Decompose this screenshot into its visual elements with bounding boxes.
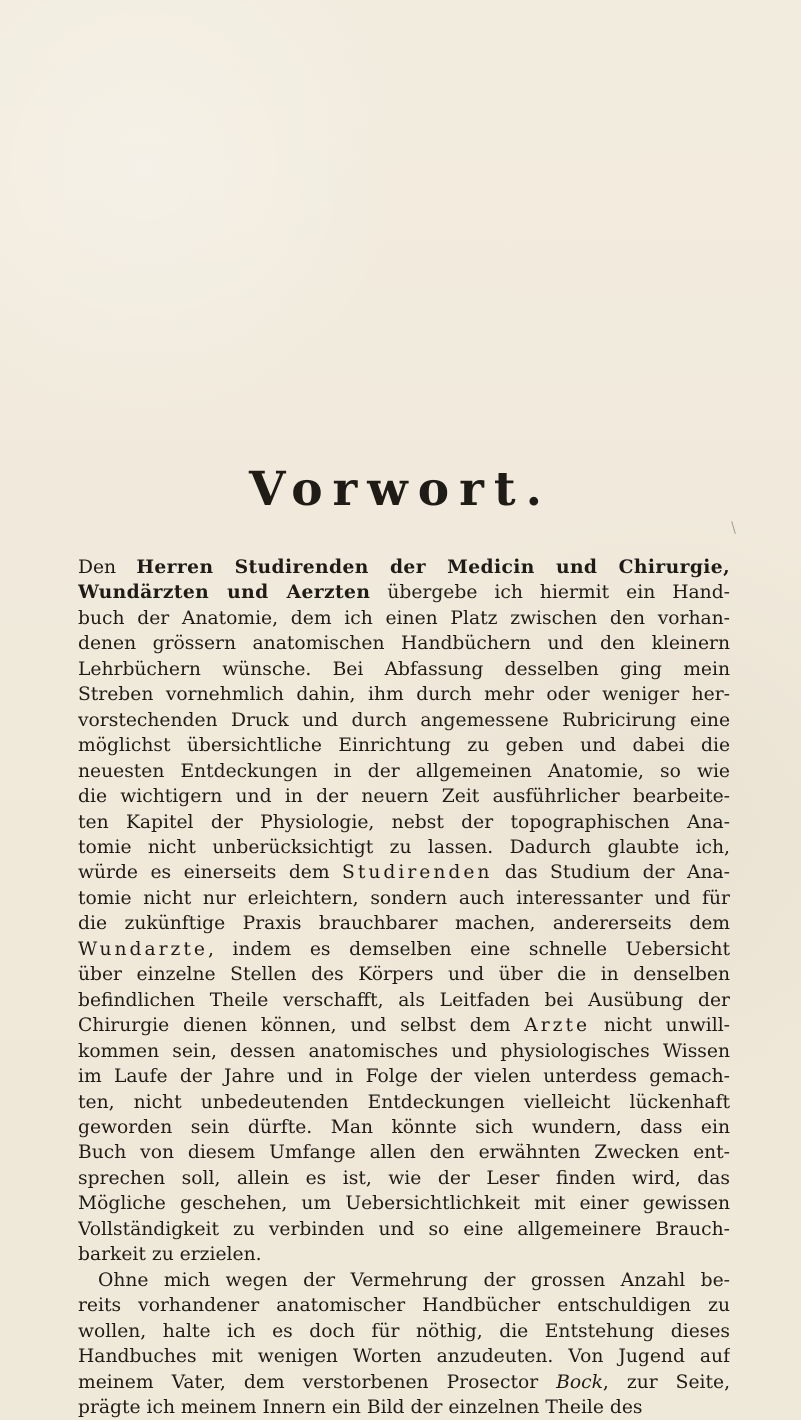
text-line (78, 759, 730, 784)
text-span: Streben vornehmlich dahin, ihm durch mehr oder weniger her- (78, 684, 730, 706)
text-line (78, 1013, 730, 1038)
text-span: , indem es demselben eine schnelle Uebersicht (207, 938, 730, 960)
text-span: Lehrbüchern wünsche. Bei Abfassung desselben ging mein (78, 658, 730, 680)
text-span: ten, nicht unbedeutenden Entdeckungen vielleicht lückenhaft (78, 1091, 730, 1113)
text-span: prägte ich meinem Innern ein Bild der einzelnen Theile des (78, 1396, 643, 1418)
text-line (78, 1115, 730, 1140)
preface-text (78, 555, 730, 1420)
text-span: barkeit zu erzielen. (78, 1244, 262, 1266)
text-line (78, 631, 730, 656)
text-span: neuesten Entdeckungen in der allgemeinen Anatomie, so wie (78, 760, 730, 782)
text-line (78, 835, 730, 860)
gothic-text: Wundärzten und Aerzten (78, 581, 371, 604)
text-span: befindlichen Theile verschafft, als Leitfaden bei Ausübung der (78, 989, 730, 1011)
text-line (78, 784, 730, 809)
italic-text: Bock (556, 1371, 603, 1393)
text-line (78, 1344, 730, 1369)
margin-mark (731, 521, 736, 534)
text-line (78, 988, 730, 1013)
text-line (78, 708, 730, 733)
text-line (78, 1293, 730, 1318)
text-line (78, 1319, 730, 1344)
text-span: Buch von diesem Umfange allen den erwähnten Zwecken ent- (78, 1142, 730, 1164)
text-line (78, 810, 730, 835)
spaced-text: Wundarzte (78, 938, 208, 960)
text-span: die wichtigern und in der neuern Zeit ausführlicher bearbeite- (78, 786, 730, 808)
text-span: wollen, halte ich es doch für nöthig, die Entstehung dieses (78, 1320, 730, 1342)
text-line (78, 657, 730, 682)
text-line (78, 682, 730, 707)
page-title: Vorwort. (249, 462, 552, 517)
text-line (78, 886, 730, 911)
text-line (78, 1191, 730, 1216)
text-span: Chirurgie dienen können, und selbst dem (78, 1015, 525, 1037)
text-line (78, 1140, 730, 1165)
text-line (78, 1370, 730, 1395)
text-span: ten Kapitel der Physiologie, nebst der topographischen Ana- (78, 811, 730, 833)
text-line (78, 860, 730, 885)
text-span: über einzelne Stellen des Körpers und über die in denselben (78, 964, 730, 986)
text-line (78, 733, 730, 758)
text-span: vorstechenden Druck und durch angemessene Rubricirung eine (78, 709, 730, 731)
text-span: reits vorhandener anatomischer Handbücher entschuldigen zu (78, 1295, 730, 1317)
text-span: möglichst übersichtliche Einrichtung zu geben und dabei die (78, 735, 730, 757)
text-span: tomie nicht unberücksichtigt zu lassen. Dadurch glaubte ich, (78, 836, 730, 858)
text-line (78, 580, 730, 605)
text-line (78, 1242, 730, 1267)
text-line (78, 937, 730, 962)
text-line (78, 1268, 730, 1293)
text-line (78, 1166, 730, 1191)
text-span: sprechen soll, allein es ist, wie der Leser finden wird, das (78, 1167, 730, 1189)
text-span: Mögliche geschehen, um Uebersichtlichkeit mit einer gewissen (78, 1193, 730, 1215)
text-span: meinem Vater, dem verstorbenen Prosector (78, 1371, 557, 1393)
spaced-text: Arzte (524, 1015, 591, 1037)
text-span: Ohne mich wegen der Vermehrung der grossen Anzahl be- (98, 1269, 730, 1291)
text-line (78, 911, 730, 936)
text-line (78, 555, 730, 580)
gothic-text: Herren Studirenden der Medicin und Chirurgie, (136, 556, 730, 578)
text-span: würde es einerseits dem (78, 862, 343, 884)
text-line (78, 962, 730, 987)
text-span: , zur Seite, (602, 1371, 730, 1393)
text-span: Handbuches mit wenigen Worten anzudeuten. Von Jugend auf (78, 1346, 730, 1368)
text-line (78, 1039, 730, 1064)
text-span: übergebe ich hiermit ein Hand- (370, 582, 730, 604)
text-span: geworden sein dürfte. Man könnte sich wundern, dass ein (78, 1116, 730, 1138)
text-span: das Studium der Ana- (492, 862, 730, 884)
text-span: die zukünftige Praxis brauchbarer machen, andererseits dem (78, 913, 730, 935)
text-span: Den (78, 557, 137, 578)
text-line (78, 606, 730, 631)
text-line (78, 1395, 730, 1420)
spaced-text: Studirenden (342, 862, 493, 884)
text-line (78, 1217, 730, 1242)
text-span: denen grössern anatomischen Handbüchern und den kleinern (78, 633, 730, 655)
text-line (78, 1090, 730, 1115)
text-line (78, 1064, 730, 1089)
text-span: kommen sein, dessen anatomisches und physiologisches Wissen (78, 1040, 730, 1062)
text-span: tomie nicht nur erleichtern, sondern auch interessanter und für (78, 887, 730, 909)
text-span: buch der Anatomie, dem ich einen Platz zwischen den vorhan- (78, 607, 730, 629)
text-span: Vollständigkeit zu verbinden und so eine allgemeinere Brauch- (78, 1218, 730, 1240)
text-span: im Laufe der Jahre und in Folge der vielen unterdess gemach- (78, 1066, 730, 1088)
text-span: nicht unwill- (590, 1015, 730, 1037)
